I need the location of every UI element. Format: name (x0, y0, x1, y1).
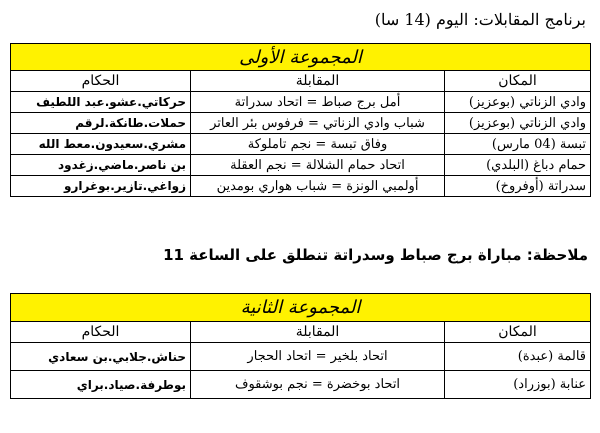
group-1-table (10, 43, 591, 197)
match-venue: قالمة (عبدة) (445, 343, 591, 371)
column-header-referees: الحكام (11, 71, 191, 92)
group-2-table (10, 293, 591, 399)
match-teams: اتحاد بوخضرة = نجم بوشقوف (191, 371, 445, 399)
match-venue: وادي الزناتي (بوعزيز) (445, 113, 591, 134)
program-title: برنامج المقابلات: اليوم (14 سا) (374, 10, 586, 29)
match-teams: اتحاد بلخير = اتحاد الحجار (191, 343, 445, 371)
match-referees: بن ناصر.ماضي.زغدود (11, 155, 191, 176)
column-header-match: المقابلة (191, 71, 445, 92)
table-row (11, 371, 591, 399)
table-row (11, 176, 591, 197)
match-teams: أمل برج صباط = اتحاد سدراتة (191, 92, 445, 113)
table-row (11, 343, 591, 371)
match-referees: بوطرفة.صياد.براي (11, 371, 191, 399)
match-referees: حملات.طانكة.لرقم (11, 113, 191, 134)
schedule-note: ملاحظة: مباراة برج صباط وسدراتة تنطلق على الساعة 11 (163, 246, 588, 264)
column-header-referees: الحكام (11, 322, 191, 343)
match-venue: سدراتة (أوفروخ) (445, 176, 591, 197)
group-2-title: المجموعة الثانية (11, 294, 591, 322)
table-row (11, 113, 591, 134)
match-teams: وفاق تبسة = نجم تاملوكة (191, 134, 445, 155)
table-row (11, 134, 591, 155)
match-referees: زواغي.تازير.بوغرارو (11, 176, 191, 197)
match-teams: شباب وادي الزناتي = فرفوس بئر العاتر (191, 113, 445, 134)
match-referees: حناش.جلابي.بن سعادي (11, 343, 191, 371)
match-teams: أولمبي الونزة = شباب هواري بومدين (191, 176, 445, 197)
column-header-place: المكان (445, 322, 591, 343)
match-referees: مشري.سعيدون.معط الله (11, 134, 191, 155)
table-row (11, 155, 591, 176)
table-row (11, 92, 591, 113)
match-referees: حركاتي.عشو.عبد اللطيف (11, 92, 191, 113)
match-venue: عنابة (بوزراد) (445, 371, 591, 399)
column-header-place: المكان (445, 71, 591, 92)
match-venue: تبسة (04 مارس) (445, 134, 591, 155)
match-venue: وادي الزناتي (بوعزيز) (445, 92, 591, 113)
column-header-match: المقابلة (191, 322, 445, 343)
match-teams: اتحاد حمام الشلالة = نجم العقلة (191, 155, 445, 176)
match-venue: حمام دباغ (البلدي) (445, 155, 591, 176)
group-1-title: المجموعة الأولى (11, 44, 591, 71)
